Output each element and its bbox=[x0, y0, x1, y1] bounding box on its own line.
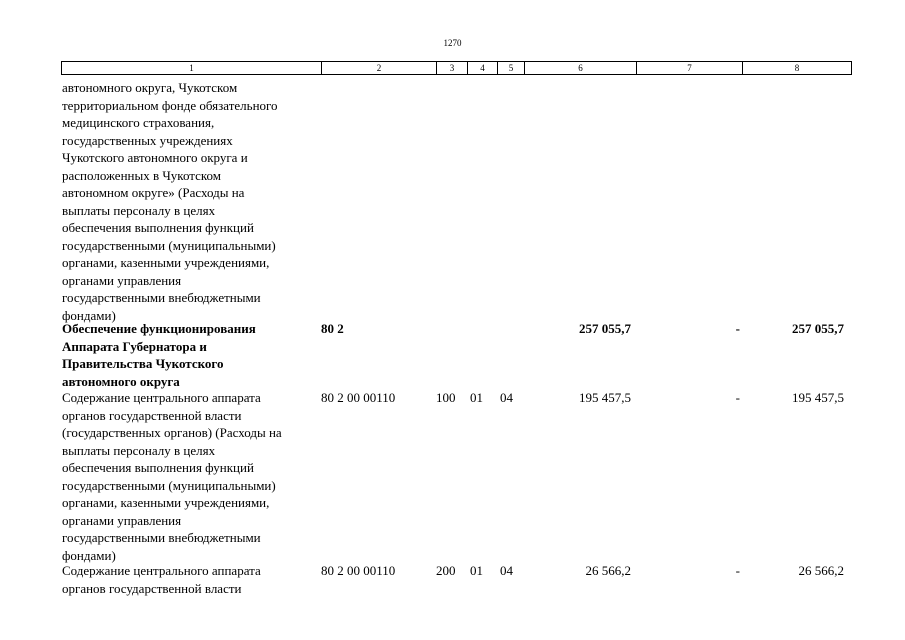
description-line: органами управления bbox=[62, 272, 182, 288]
column-header-5: 5 bbox=[498, 62, 525, 75]
description-line: территориальном фонде обязательного bbox=[62, 97, 278, 113]
page-number: 1270 bbox=[443, 38, 462, 48]
column-header-3: 3 bbox=[437, 62, 468, 75]
description-line: Обеспечение функционирования bbox=[62, 321, 256, 336]
column-header-4: 4 bbox=[468, 62, 498, 75]
description-line: органов государственной власти bbox=[62, 580, 242, 596]
row-description bbox=[62, 562, 322, 597]
description-line: медицинского страхования, bbox=[62, 115, 215, 130]
row-description bbox=[62, 79, 322, 324]
description-line: обеспечения выполнения функций bbox=[62, 220, 254, 235]
description-line: государственными внебюджетными bbox=[62, 290, 261, 305]
row-sum: 257 055,7 bbox=[579, 321, 631, 336]
row-change: - bbox=[735, 563, 740, 578]
description-line: государственными (муниципальными) bbox=[62, 477, 276, 493]
column-header-2: 2 bbox=[322, 62, 437, 75]
description-line: выплаты персоналу в целях bbox=[62, 442, 216, 458]
description-line: органами, казенными учреждениями, bbox=[62, 495, 270, 510]
description-line: фондами) bbox=[62, 547, 116, 563]
description-line: Содержание центрального аппарата bbox=[62, 563, 261, 578]
description-line: расположенных в Чукотском bbox=[62, 167, 222, 183]
row-code: 80 2 00 00110 bbox=[321, 563, 396, 578]
description-line: Правительства Чукотского bbox=[62, 356, 224, 371]
row-pr: 04 bbox=[500, 563, 513, 578]
row-vr: 200 bbox=[436, 563, 456, 578]
column-header-6: 6 bbox=[525, 62, 637, 75]
description-line: выплаты персоналу в целях bbox=[62, 202, 216, 218]
description-line: органами управления bbox=[62, 512, 182, 528]
description-line: органами, казенными учреждениями, bbox=[62, 255, 270, 270]
row-rz: 01 bbox=[470, 390, 483, 405]
description-line: государственных учреждениях bbox=[62, 132, 233, 148]
row-total: 195 457,5 bbox=[792, 390, 844, 405]
description-line: государственными внебюджетными bbox=[62, 530, 261, 545]
description-line: (государственных органов) (Расходы на bbox=[62, 425, 282, 440]
row-vr: 100 bbox=[436, 390, 456, 405]
description-line: Аппарата Губернатора и bbox=[62, 338, 207, 354]
table-column-header bbox=[61, 61, 852, 75]
description-line: автономного округа bbox=[62, 373, 180, 389]
column-header-8: 8 bbox=[743, 62, 852, 75]
column-header-1: 1 bbox=[62, 62, 322, 75]
column-header-7: 7 bbox=[637, 62, 743, 75]
row-description bbox=[62, 389, 322, 564]
description-line: автономного округа, Чукотском bbox=[62, 80, 238, 95]
description-line: фондами) bbox=[62, 307, 116, 323]
description-line: органов государственной власти bbox=[62, 407, 242, 423]
row-code: 80 2 bbox=[321, 321, 344, 336]
row-total: 257 055,7 bbox=[792, 321, 844, 336]
description-line: автономном округе» (Расходы на bbox=[62, 185, 245, 200]
row-total: 26 566,2 bbox=[798, 563, 844, 578]
row-sum: 195 457,5 bbox=[579, 390, 631, 405]
row-change: - bbox=[735, 390, 740, 405]
description-line: обеспечения выполнения функций bbox=[62, 460, 254, 475]
row-description bbox=[62, 320, 322, 390]
row-pr: 04 bbox=[500, 390, 513, 405]
description-line: Чукотского автономного округа и bbox=[62, 150, 248, 165]
row-sum: 26 566,2 bbox=[585, 563, 631, 578]
description-line: государственными (муниципальными) bbox=[62, 237, 276, 253]
row-code: 80 2 00 00110 bbox=[321, 390, 396, 405]
row-rz: 01 bbox=[470, 563, 483, 578]
row-change: - bbox=[735, 321, 740, 336]
description-line: Содержание центрального аппарата bbox=[62, 390, 261, 405]
